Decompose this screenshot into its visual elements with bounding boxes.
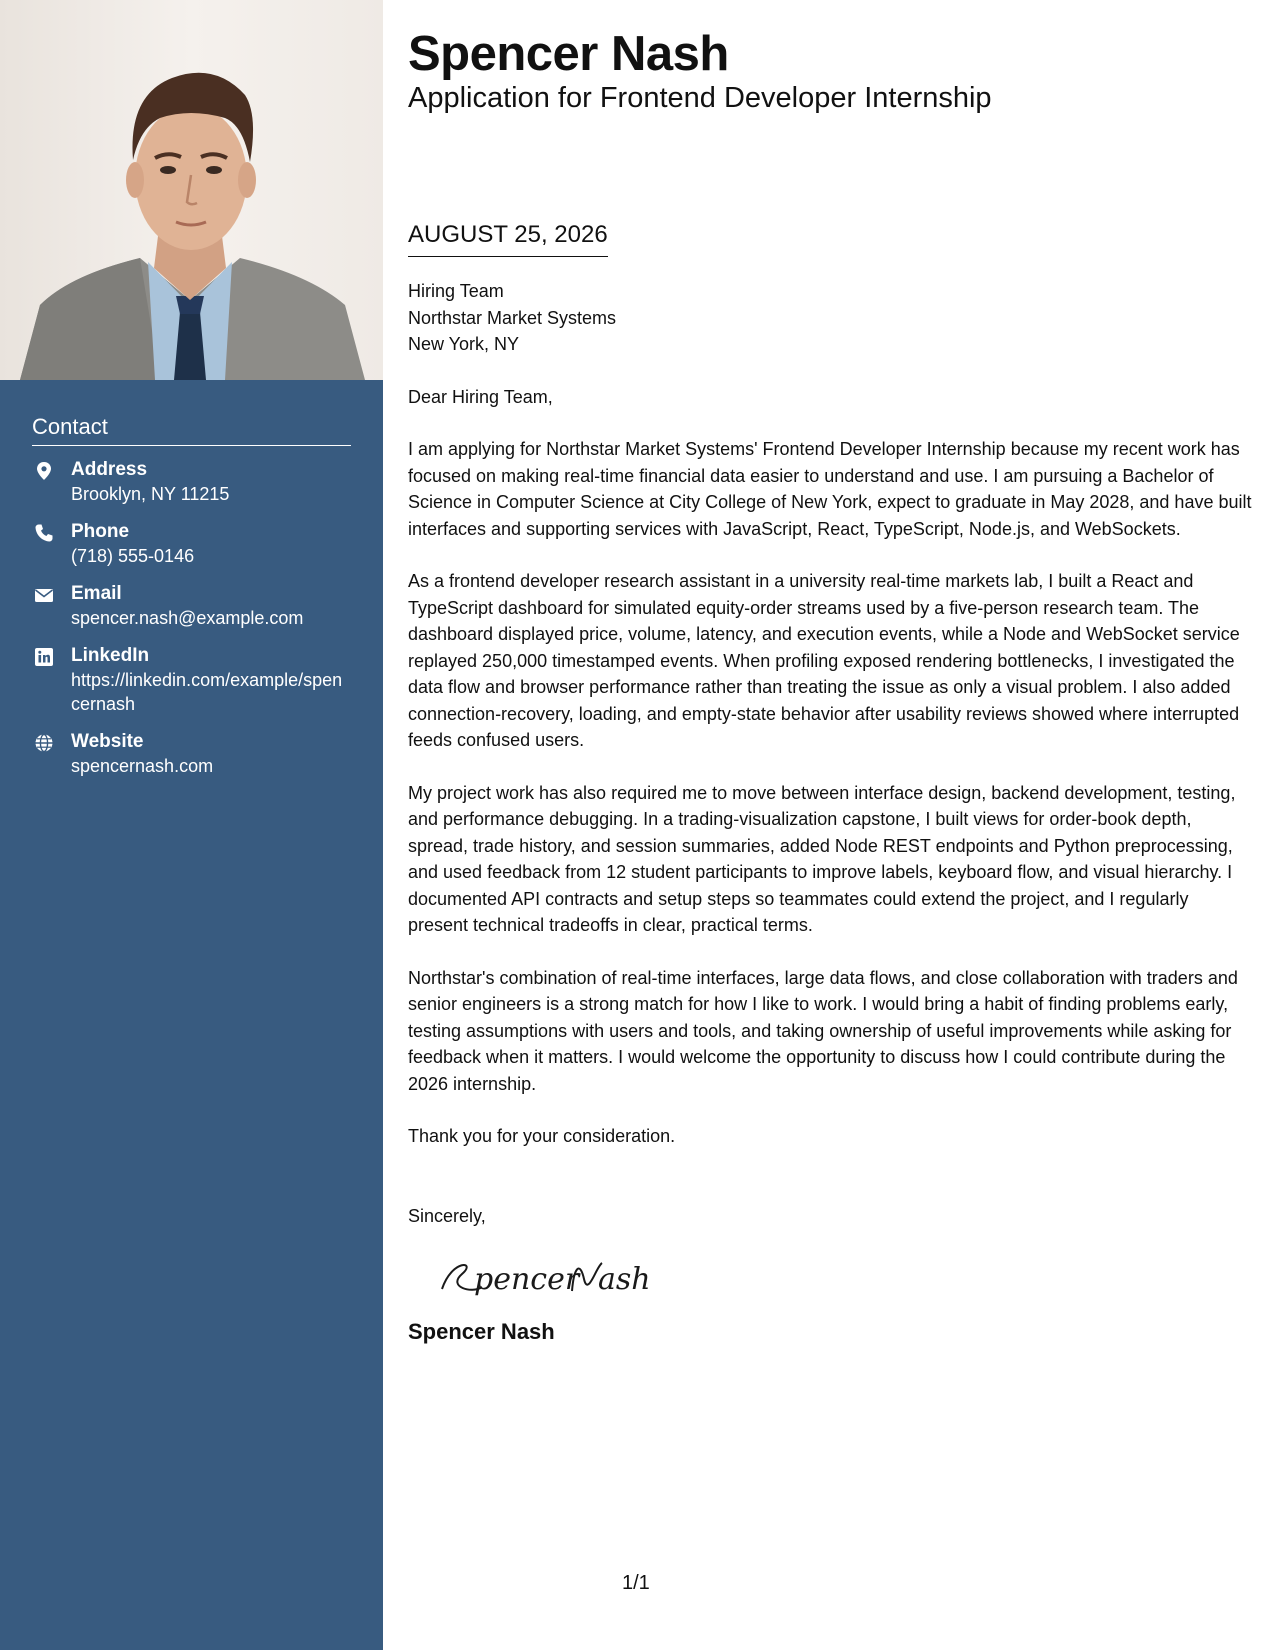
email-label: Email [71,583,122,604]
linkedin-icon [34,647,54,667]
phone-icon [34,523,54,543]
address-value: Brooklyn, NY 11215 [71,484,230,504]
signed-name: Spencer Nash [408,1319,555,1344]
recipient-line: Hiring Team [408,281,504,301]
page-number: 1/1 [622,1572,650,1594]
application-subtitle: Application for Frontend Developer Internship [408,82,992,114]
website-label: Website [71,731,144,752]
linkedin-label: LinkedIn [71,645,150,666]
svg-text:ash: ash [598,1262,651,1297]
salutation: Dear Hiring Team, [408,386,553,407]
phone-label: Phone [71,521,130,542]
contact-heading: Contact [32,412,351,446]
profile-photo [0,0,383,380]
contact-section [32,412,351,792]
linkedin-value[interactable]: https://linkedin.com/example/spencernash [71,670,343,714]
recipient-company: Northstar Market Systems [408,307,617,328]
letter-date: AUGUST 25, 2026 [408,220,608,257]
contact-item-phone [32,520,351,568]
handwritten-signature [432,1249,1253,1309]
recipient-block [408,278,1253,358]
website-value[interactable]: spencernash.com [71,756,214,776]
paragraph-4: Northstar's combination of real-time interfaces, large data flows, and close collaboration with traders and senior engineers is a strong match for how I like to work. I would bring a habit of finding problems early, testing assumptions with users and tools, and taking ownership of useful improvements while asking for feedback when it matters. I would welcome the opportunity to discuss how I could contribute during the 2026 internship. [408,967,1238,1094]
letter-body [408,26,1253,1347]
map-pin-icon [34,461,54,481]
recipient-location: New York, NY [408,334,520,354]
applicant-name: Spencer Nash [408,27,729,81]
sidebar [0,0,383,1650]
paragraph-2: As a frontend developer research assistant in a university real-time markets lab, I built a React and TypeScript dashboard for simulated equity-order streams used by a five-person research team. The dashboard displayed price, volume, latency, and execution events, while a Node and WebSocket service replayed 250,000 timestamped events. When profiling exposed rendering bottlenecks, I investigated the data flow and browser performance rather than treating the issue as only a visual problem. I also added connection-recovery, loading, and empty-state behavior after usability reviews showed where interrupted feeds confused users. [408,571,1240,750]
contact-item-address [32,458,351,506]
globe-icon [34,733,54,753]
paragraph-3: My project work has also required me to move between interface design, backend development, testing, and performance debugging. In a trading-visualization capstone, I built views for order-book depth, spread, trade history, and session summaries, added Node REST endpoints and Python preprocessing, and used feedback from 12 student participants to improve labels, keyboard flow, and visual hierarchy. I documented API contracts and setup steps so teammates could extend the project, and I regularly present technical tradeoffs in clear, practical terms. [408,782,1236,935]
svg-text:pencer: pencer [474,1262,580,1297]
email-value[interactable]: spencer.nash@example.com [71,608,304,628]
paragraph-1: I am applying for Northstar Market Systems' Frontend Developer Internship because my recent work has focused on making real-time financial data easier to understand and use. I am pursuing a Bachelor of Science in Computer Science at City College of New York, expect to graduate in May 2028, and have built interfaces and supporting services with JavaScript, React, TypeScript, Node.js, and WebSockets. [408,439,1252,539]
contact-item-website [32,730,351,778]
portrait-illustration [0,0,383,380]
address-label: Address [71,459,148,480]
phone-value: (718) 555-0146 [71,546,195,566]
envelope-icon [34,585,54,605]
paragraph-thanks: Thank you for your consideration. [408,1126,676,1146]
closing: Sincerely, [408,1205,486,1226]
contact-item-email [32,582,351,630]
contact-item-linkedin [32,644,351,716]
